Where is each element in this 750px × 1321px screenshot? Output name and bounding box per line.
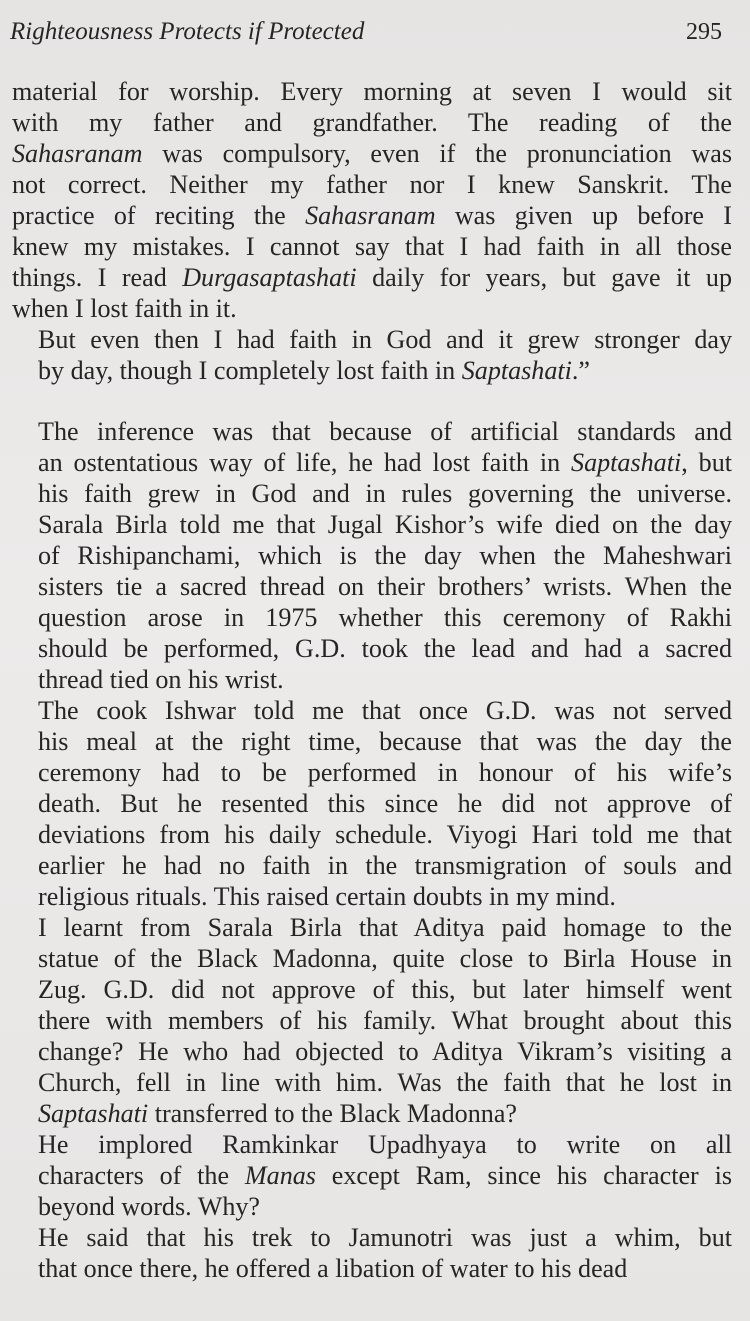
text-line	[12, 540, 732, 571]
text-run: The cook Ishwar told me that once G.D. was not served	[38, 696, 732, 725]
text-run: practice of reciting the	[12, 201, 306, 230]
running-head: Righteousness Protects if Protected	[10, 18, 365, 45]
italic-title: Durgasaptashati	[182, 263, 357, 292]
text-line	[12, 509, 732, 540]
text-line	[12, 912, 732, 943]
italic-title: Saptashati	[571, 448, 682, 477]
italic-title: Sahasranam	[12, 139, 143, 168]
text-line	[12, 788, 732, 819]
text-run: beyond words. Why?	[38, 1192, 261, 1221]
text-run: his faith grew in God and in rules governing the universe.	[38, 479, 732, 508]
text-run: statue of the Black Madonna, quite close to Birla House in	[38, 944, 732, 973]
text-run: when I lost faith in it.	[12, 294, 237, 323]
paragraph	[12, 324, 732, 386]
text-run: Zug. G.D. did not approve of this, but later himself went	[38, 975, 732, 1004]
text-run: there with members of his family. What brought about this	[38, 1006, 732, 1035]
paragraph	[12, 1222, 732, 1284]
text-line	[12, 943, 732, 974]
text-line	[12, 1005, 732, 1036]
text-run: by day, though I completely lost faith in	[38, 356, 462, 385]
text-line	[12, 1129, 732, 1160]
text-run: Sarala Birla told me that Jugal Kishor’s wife died on the day	[38, 510, 732, 539]
text-run: religious rituals. This raised certain doubts in my mind.	[38, 882, 616, 911]
text-run: not correct. Neither my father nor I knew Sanskrit. The	[12, 170, 732, 199]
text-line	[12, 447, 732, 478]
text-line	[12, 478, 732, 509]
text-run: He said that his trek to Jamunotri was just a whim, but	[38, 1223, 732, 1252]
text-line	[12, 602, 732, 633]
text-line	[12, 1098, 732, 1129]
page-number: 295	[686, 19, 722, 45]
text-line	[12, 757, 732, 788]
page-header	[10, 18, 722, 54]
italic-title: Manas	[244, 1161, 316, 1190]
text-run: ceremony had to be performed in honour of his wife’s	[38, 758, 732, 787]
text-run: I learnt from Sarala Birla that Aditya paid homage to the	[38, 913, 732, 942]
text-line	[12, 571, 732, 602]
text-run: thread tied on his wrist.	[38, 665, 284, 694]
text-line	[12, 974, 732, 1005]
text-line	[12, 76, 732, 107]
text-run: an ostentatious way of life, he had lost faith in	[38, 448, 572, 477]
italic-title: Saptashati	[461, 356, 572, 385]
text-line	[12, 169, 732, 200]
body-text	[12, 76, 732, 1284]
text-line	[12, 881, 732, 912]
text-line	[12, 293, 732, 324]
text-run: sisters tie a sacred thread on their brothers’ wrists. When the	[38, 572, 732, 601]
text-line	[12, 355, 732, 386]
text-run: earlier he had no faith in the transmigration of souls and	[38, 851, 732, 880]
text-run: things. I read	[12, 263, 183, 292]
text-run: deviations from his daily schedule. Viyogi Hari told me that	[38, 820, 732, 849]
text-run: knew my mistakes. I cannot say that I had faith in all those	[12, 232, 732, 261]
text-line	[12, 324, 732, 355]
text-line	[12, 262, 732, 293]
text-run: was compulsory, even if the pronunciation was	[142, 139, 732, 168]
text-line	[12, 819, 732, 850]
text-line	[12, 1160, 732, 1191]
text-run: He implored Ramkinkar Upadhyaya to write on all	[38, 1130, 732, 1159]
paragraph	[12, 416, 732, 695]
text-run: transferred to the Black Madonna?	[148, 1099, 517, 1128]
paragraph	[12, 912, 732, 1129]
text-run: The inference was that because of artificial standards and	[38, 417, 732, 446]
text-run: .”	[571, 356, 591, 385]
paragraph	[12, 1129, 732, 1222]
text-run: question arose in 1975 whether this ceremony of Rakhi	[38, 603, 732, 632]
text-run: , but	[681, 448, 732, 477]
text-line	[12, 633, 732, 664]
italic-title: Saptashati	[38, 1099, 149, 1128]
text-run: his meal at the right time, because that was the day the	[38, 727, 732, 756]
text-line	[12, 1222, 732, 1253]
text-line	[12, 1036, 732, 1067]
text-run: characters of the	[38, 1161, 245, 1190]
text-line	[12, 231, 732, 262]
text-run: should be performed, G.D. took the lead and had a sacred	[38, 634, 732, 663]
paragraph	[12, 76, 732, 324]
text-line	[12, 200, 732, 231]
text-line	[12, 416, 732, 447]
text-run: except Ram, since his character is	[315, 1161, 732, 1190]
paragraph	[12, 695, 732, 912]
text-line	[12, 1191, 732, 1222]
text-run: with my father and grandfather. The reading of the	[12, 108, 732, 137]
text-run: was given up before I	[435, 201, 732, 230]
text-line	[12, 1253, 732, 1284]
text-run: change? He who had objected to Aditya Vikram’s visiting a	[38, 1037, 732, 1066]
text-run: death. But he resented this since he did not approve of	[38, 789, 732, 818]
text-line	[12, 107, 732, 138]
text-run: of Rishipanchami, which is the day when the Maheshwari	[38, 541, 732, 570]
text-run: But even then I had faith in God and it grew stronger day	[38, 325, 732, 354]
text-run: Church, fell in line with him. Was the faith that he lost in	[38, 1068, 732, 1097]
text-run: daily for years, but gave it up	[356, 263, 732, 292]
text-line	[12, 664, 732, 695]
text-run: material for worship. Every morning at seven I would sit	[12, 77, 732, 106]
text-line	[12, 726, 732, 757]
text-line	[12, 138, 732, 169]
text-line	[12, 850, 732, 881]
text-line	[12, 1067, 732, 1098]
text-line	[12, 695, 732, 726]
italic-title: Sahasranam	[305, 201, 436, 230]
text-run: that once there, he offered a libation of water to his dead	[38, 1254, 628, 1283]
